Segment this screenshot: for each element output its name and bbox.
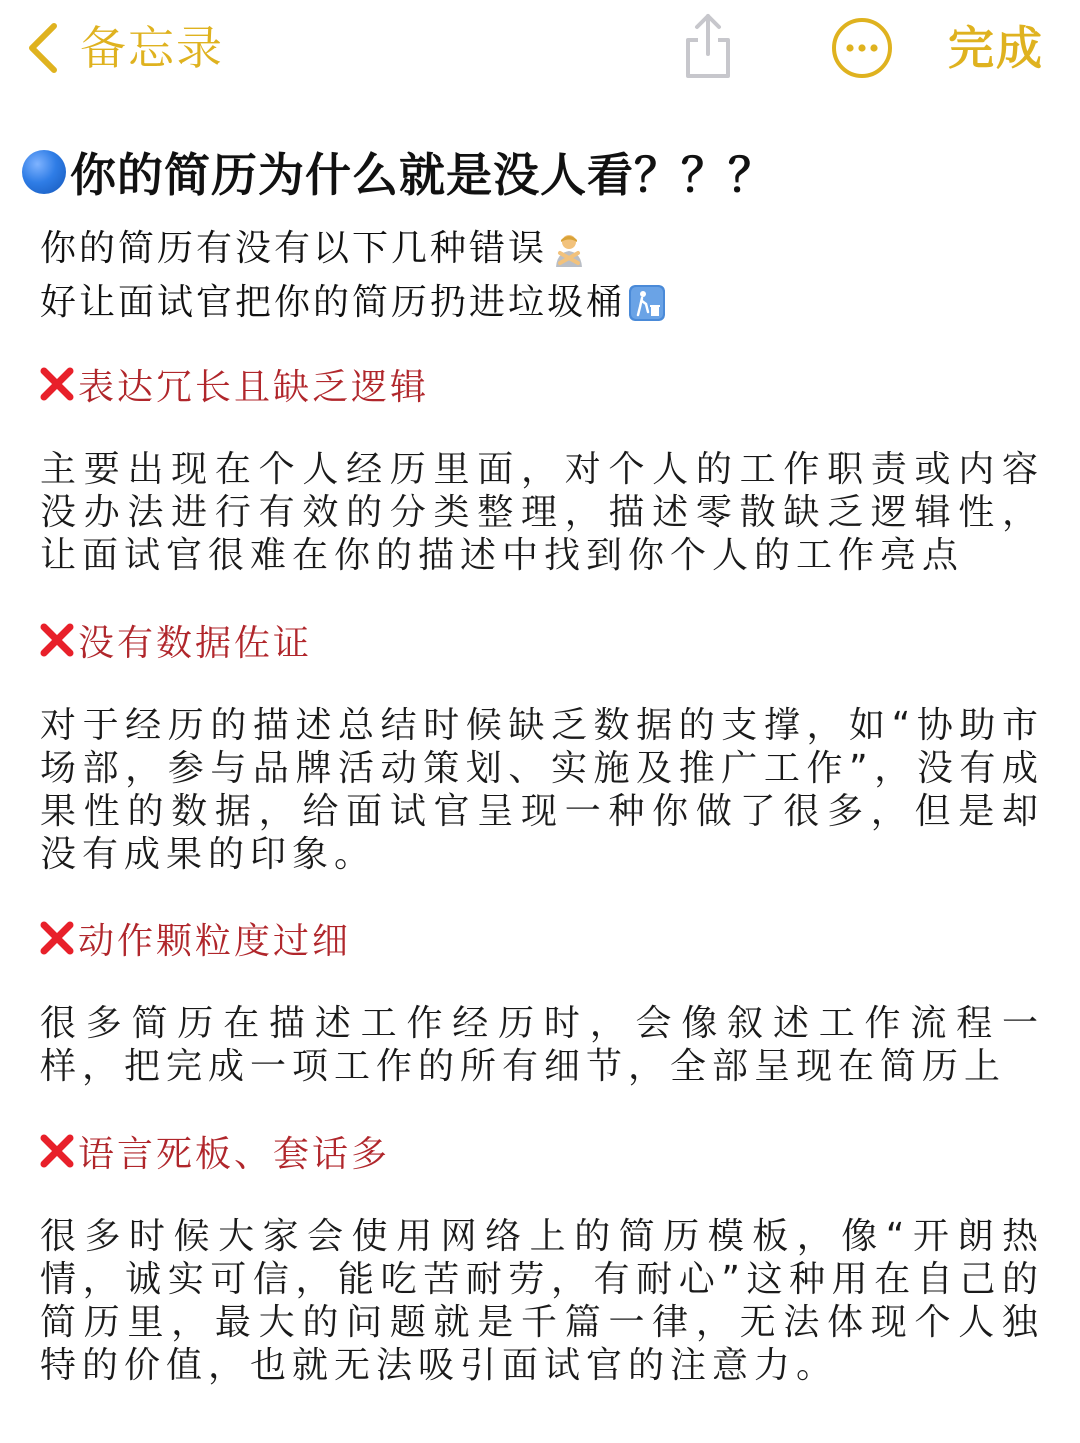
section-heading — [38, 1125, 390, 1177]
cross-mark-icon — [38, 919, 76, 957]
section-heading-text: 动作颗粒度过细 — [78, 920, 352, 962]
cross-mark-icon — [38, 621, 76, 659]
more-icon[interactable] — [830, 16, 894, 80]
blue-circle-icon — [22, 150, 66, 194]
note-title-row — [22, 140, 775, 204]
note-intro — [40, 222, 1050, 330]
share-icon[interactable] — [678, 10, 738, 82]
section-heading — [38, 358, 429, 410]
section-heading — [38, 614, 312, 666]
section-body: 很多时候大家会使用网络上的简历模板，像“开朗热情，诚实可信，能吃苦耐劳，有耐心”这种用在自己的简历里，最大的问题就是千篇一律，无法体现个人独特的价值，也就无法吸引面试官的注意力。 — [40, 1216, 1044, 1386]
intro-line — [40, 222, 1050, 276]
section-heading-text: 语言死板、套话多 — [78, 1133, 391, 1175]
back-label: 备忘录 — [80, 21, 224, 75]
chevron-left-icon — [22, 20, 62, 76]
trash-can-icon — [629, 285, 665, 321]
note-title: 你的简历为什么就是没人看？？？ — [70, 148, 775, 202]
cross-mark-icon — [38, 365, 76, 403]
cross-mark-icon — [38, 1132, 76, 1170]
intro-text: 你的简历有没有以下几种错误 — [40, 228, 548, 269]
person-gesturing-no-icon — [551, 231, 587, 267]
section-body: 很多简历在描述工作经历时，会像叙述工作流程一样，把完成一项工作的所有细节，全部呈现在简历上 — [40, 1003, 1044, 1087]
section-body: 主要出现在个人经历里面，对个人的工作职责或内容没办法进行有效的分类整理，描述零散缺乏逻辑性，让面试官很难在你的描述中找到你个人的工作亮点 — [40, 449, 1044, 576]
back-button[interactable] — [22, 16, 224, 80]
section-heading-text: 没有数据佐证 — [78, 622, 313, 664]
intro-text: 好让面试官把你的简历扔进垃圾桶 — [40, 282, 626, 323]
done-button[interactable]: 完成 — [948, 21, 1044, 75]
section-heading — [38, 912, 351, 964]
section-heading-text: 表达冗长且缺乏逻辑 — [78, 366, 430, 408]
section-body: 对于经历的描述总结时候缺乏数据的支撑，如“协助市场部，参与品牌活动策划、实施及推广工作”，没有成果性的数据，给面试官呈现一种你做了很多，但是却没有成果的印象。 — [40, 705, 1044, 875]
navigation-bar — [0, 0, 1080, 100]
intro-line — [40, 276, 1050, 330]
